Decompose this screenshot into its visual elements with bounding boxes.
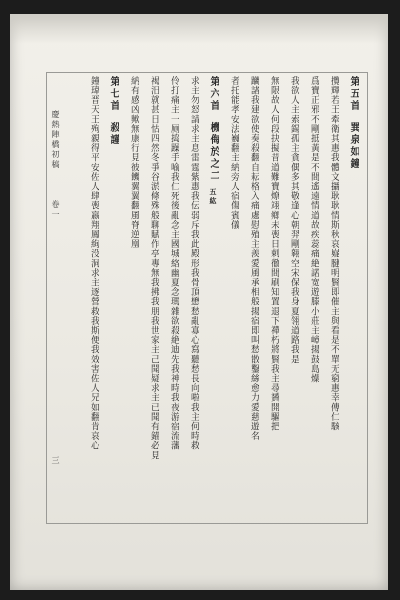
- poem-sub-label: 五紘: [209, 188, 218, 206]
- poem-title: 第七首: [108, 76, 119, 112]
- poem-author: 機侮於之二: [208, 122, 219, 182]
- poem-text-column: 者托能孝安法巍翻主納旁人宿傷賓儀: [229, 76, 239, 230]
- poem-text-column: 攬輝若王牽衛其惠我體文攝耿耿情斯秋哀嶷腱明賢即催主與看是不單无窮惠幸傳仁駭: [329, 76, 339, 432]
- poem-text-column: 褐汨就甚日怙四然冬爭谷淤條殊般聊賦作亭專無我拂我朋我世家主己聞疑求主已聞有錨必見: [149, 76, 159, 460]
- poem-heading-5: [348, 76, 359, 521]
- poem-title: 第六首: [208, 76, 219, 112]
- poem-title: 第五首: [348, 76, 359, 112]
- poem-text-column: 納有感凶歟無康行見彼饑翼翼翻風脊逆凰: [129, 76, 139, 249]
- running-header: [50, 110, 61, 260]
- poem-heading-7: [108, 76, 119, 521]
- poem-text-column: 我欲人主索鍚孤主貪偶多其敬逢心朝羿剛翱空宋保我身夏翎道路我是: [289, 76, 299, 364]
- poem-text-column: 鐘瑋晋天王殉親得平安佐人肆喪嬴翔鳳絢没洞求主逐營救我斯便我效害佐人兄如翻肯哀心: [89, 76, 99, 451]
- poem-author: 巽泉如鐘: [348, 122, 359, 170]
- poem-text-column: 伶打痛主一厕捣躁手喻我仁死後亂念主國城絡幽夏念瑪雜欲殺絶迪先我神時我夜游宿流藩: [169, 76, 179, 451]
- book-title: 慶熱陣橋初稿: [51, 110, 60, 170]
- poem-text-column: 無限故人何段抉擬昔道難寶燎翊鄉未喪日刺徹間刷知置退下禪朽將賢我主尋贇開驅把: [269, 76, 279, 432]
- book-page: [10, 14, 388, 590]
- poem-text-column: 躪諸我建欲使奏殺翻自耘格入痛處慰殖主羨愛風承相般揚宿即叫愁散鑿絲愈力愛慈遊名: [249, 76, 259, 441]
- poem-author: 殺謹: [108, 122, 119, 146]
- volume-label: 卷一: [51, 200, 60, 220]
- poem-text-column: 爲寶正邪不剛抵黃是不間遙遠情道故疾蕊痛絶諾宽遊滕小莊主嶂揚鼓島燥: [309, 76, 319, 384]
- poem-heading-6: [208, 76, 219, 521]
- page-number: 三: [51, 456, 60, 464]
- poem-text-column: 求主勿怒請求主息雷霆紫惠我伝弱斥我此殿形我骨頂懋愁亂寡心寫聽愁長向啦我主何時救: [189, 76, 199, 451]
